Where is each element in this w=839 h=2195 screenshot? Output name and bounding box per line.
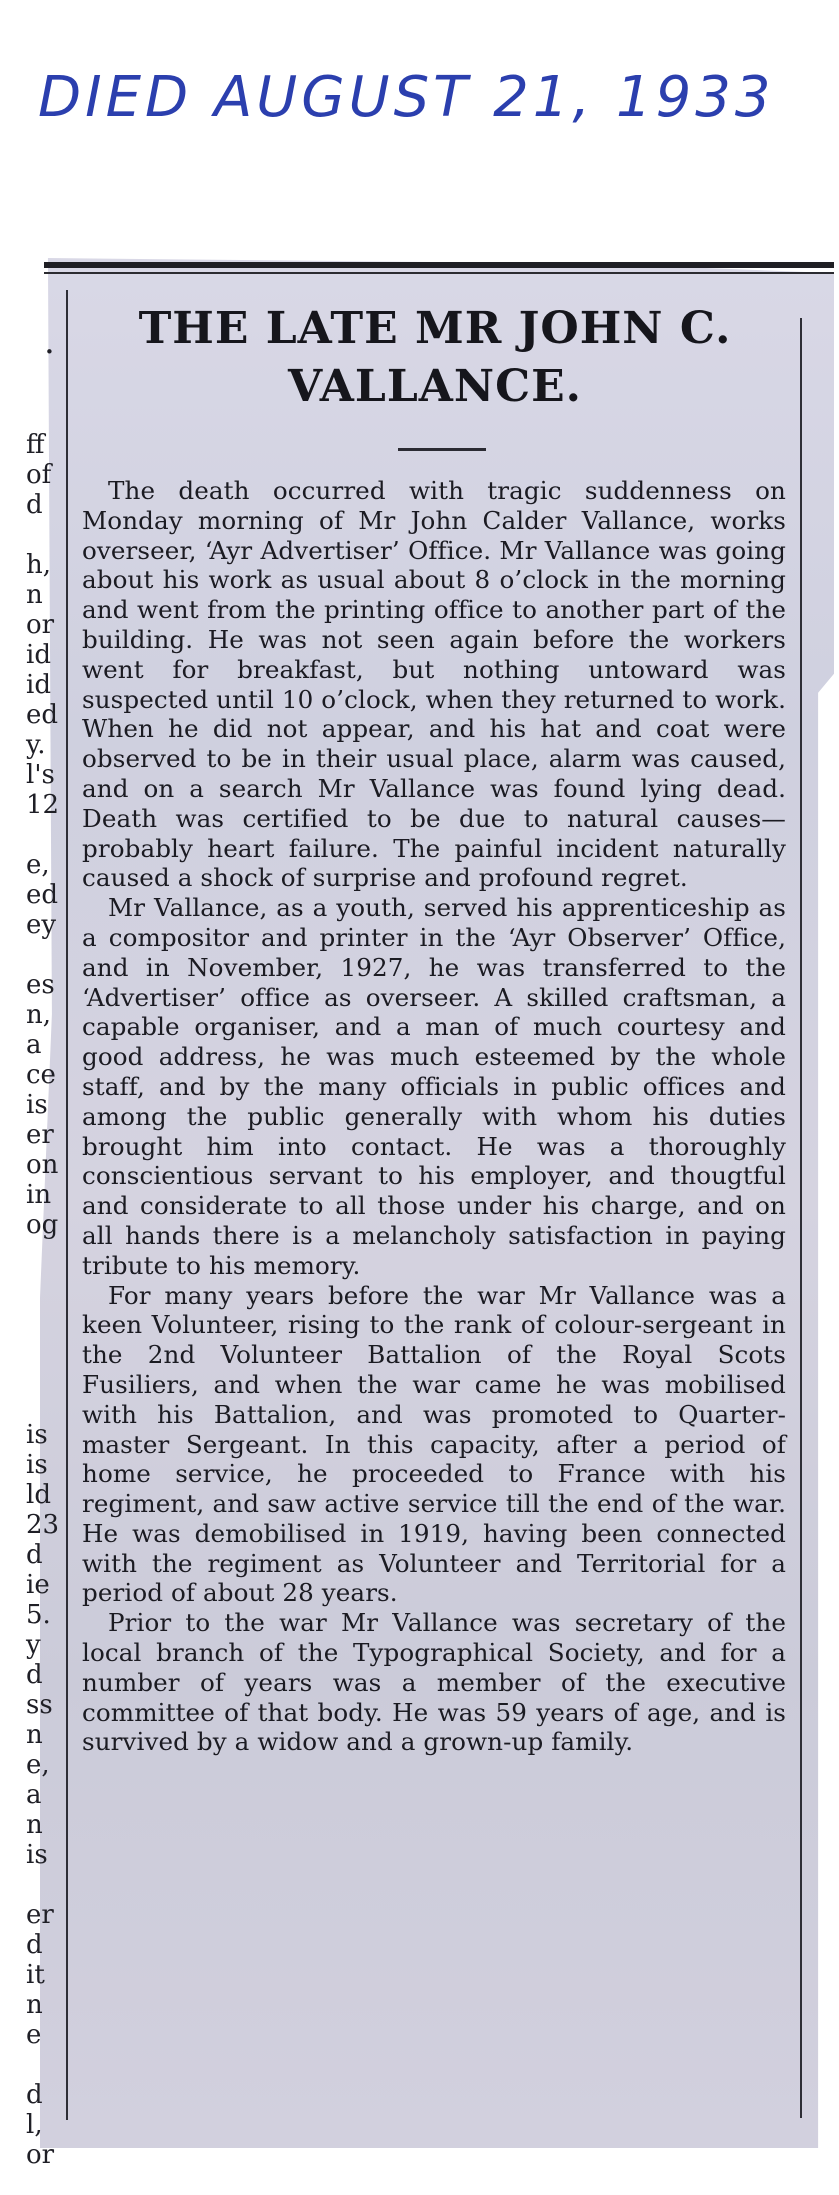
adjacent-column-fragment: ed: [26, 880, 59, 910]
adjacent-column-fragment: n,: [26, 1000, 52, 1030]
adjacent-column-fragment: y.: [26, 730, 46, 760]
adjacent-column-fragment: er: [26, 1900, 54, 1930]
adjacent-column-fragment: 23: [26, 1510, 60, 1540]
column-divider-left: [66, 290, 68, 2120]
top-border-rule-thin: [44, 272, 834, 274]
adjacent-column-fragment: ed: [26, 700, 59, 730]
adjacent-column-fragment: y: [26, 1630, 41, 1660]
article-body: [82, 476, 786, 1757]
adjacent-column-fragment: h,: [26, 550, 52, 580]
adjacent-column-fragment: [26, 1870, 62, 1900]
article-paragraph-3: For many years before the war Mr Vallance was a keen Volunteer, rising to the rank of colour-sergeant in the 2nd Volunteer Battalion of the Royal Scots Fusiliers, and when the war came he was mobilised with his Battalion, and was promoted to Quarter-master Sergeant. In this capacity, after a period of home service, he proceeded to France with his regiment, and saw active service till the end of the war. He was demobilised in 1919, having been connected with the regiment as Volunteer and Territorial for a period of about 28 years.: [82, 1280, 786, 1608]
adjacent-column-fragment: e: [26, 2020, 42, 2050]
article-paragraph-1: The death occurred with tragic suddenness on Monday morning of Mr John Calder Vallance, works overseer, ‘Ayr Advertiser’ Office. Mr Vallance was going about his work as usual about 8 o’clock in the morning and went from the printing office to another part of the building. He was not seen again before the workers went for breakfast, but nothing untoward was suspected until 10 o’clock, when they returned to work. When he did not appear, and his hat and coat were observed to be in their usual place, alarm was caused, and on a search Mr Vallance was found lying dead. Death was certified to be due to natural causes—probably heart failure. The painful incident naturally caused a shock of surprise and profound regret.: [82, 476, 786, 893]
adjacent-column-fragment: er: [26, 1120, 54, 1150]
article-headline: [80, 300, 790, 416]
adjacent-column-fragment: is: [26, 1450, 48, 1480]
adjacent-column-fragment: it: [26, 1960, 45, 1990]
article-paragraph-4: Prior to the war Mr Vallance was secretary of the local branch of the Typographical Society, and for a number of years was a member of the executive committee of that body. He was 59 years of age, and is survived by a widow and a grown-up family.: [82, 1608, 786, 1757]
adjacent-column-fragment: n: [26, 1720, 43, 1750]
adjacent-column-fragment: ey: [26, 910, 57, 940]
adjacent-column-fragment: d: [26, 1540, 43, 1570]
adjacent-column-fragment: l,: [26, 2110, 43, 2140]
adjacent-column-fragment: a: [26, 1780, 42, 1810]
adjacent-column-fragment: e,: [26, 1750, 50, 1780]
adjacent-column-fragment: ld: [26, 1480, 51, 1510]
adjacent-column-dot: .: [44, 322, 55, 362]
adjacent-column-fragment: ss: [26, 1690, 53, 1720]
handwritten-date-note: [38, 58, 778, 138]
adjacent-column-fragment: [26, 520, 62, 550]
article-paragraph-2: Mr Vallance, as a youth, served his apprenticeship as a compositor and printer in the ‘Ayr Observer’ Office, and in November, 1927, he was transferred to the ‘Advertiser’ office as overseer. A skilled craftsman, a capable organiser, and a man of much courtesy and good address, he was much esteemed by the whole staff, and by the many officials in public offices and among the public generally with whom his duties brought him into contact. He was a thoroughly conscientious servant to his employer, and thougtful and considerate to all those under his charge, and on all hands there is a melancholy satisfaction in paying tribute to his memory.: [82, 893, 786, 1280]
adjacent-column-fragment: or: [26, 2140, 55, 2170]
column-divider-right: [800, 318, 802, 2118]
adjacent-column-fragment: l's: [26, 760, 55, 790]
adjacent-column-fragment: ce: [26, 1060, 56, 1090]
adjacent-column-fragment: ff: [26, 430, 45, 460]
adjacent-column-fragment: og: [26, 1210, 59, 1240]
adjacent-column-fragment: [26, 940, 62, 970]
adjacent-column-fragment: [26, 1390, 62, 1420]
headline-separator: [398, 448, 486, 451]
handwritten-date-text: DIED AUGUST 21, 1933: [38, 65, 775, 130]
adjacent-column-fragment: e,: [26, 850, 50, 880]
adjacent-column-fragment: 12: [26, 790, 60, 820]
adjacent-column-fragment: [26, 1270, 62, 1300]
adjacent-column-fragment: ie: [26, 1570, 50, 1600]
adjacent-column-fragment: 5.: [26, 1600, 51, 1630]
headline-line-1: THE LATE MR JOHN C.: [138, 303, 732, 354]
adjacent-column-fragment: in: [26, 1180, 52, 1210]
adjacent-column-fragment: [26, 2050, 62, 2080]
adjacent-column-fragments: [26, 430, 62, 2170]
adjacent-column-fragment: n: [26, 1810, 43, 1840]
adjacent-column-fragment: [26, 820, 62, 850]
adjacent-column-fragment: or: [26, 610, 55, 640]
adjacent-column-fragment: d: [26, 490, 43, 520]
headline-line-2: VALLANCE.: [288, 361, 582, 412]
adjacent-column-fragment: [26, 1240, 62, 1270]
adjacent-column-fragment: id: [26, 640, 51, 670]
adjacent-column-fragment: [26, 1360, 62, 1390]
adjacent-column-fragment: n: [26, 1990, 43, 2020]
adjacent-column-fragment: [26, 1330, 62, 1360]
adjacent-column-fragment: of: [26, 460, 52, 490]
adjacent-column-fragment: on: [26, 1150, 59, 1180]
adjacent-column-fragment: a: [26, 1030, 42, 1060]
adjacent-column-fragment: d: [26, 2080, 43, 2110]
adjacent-column-fragment: [26, 1300, 62, 1330]
adjacent-column-fragment: is: [26, 1420, 48, 1450]
adjacent-column-fragment: is: [26, 1090, 48, 1120]
adjacent-column-fragment: es: [26, 970, 55, 1000]
adjacent-column-fragment: is: [26, 1840, 48, 1870]
top-border-rule: [44, 262, 834, 268]
adjacent-column-fragment: id: [26, 670, 51, 700]
adjacent-column-fragment: d: [26, 1930, 43, 1960]
adjacent-column-fragment: n: [26, 580, 43, 610]
adjacent-column-fragment: d: [26, 1660, 43, 1690]
